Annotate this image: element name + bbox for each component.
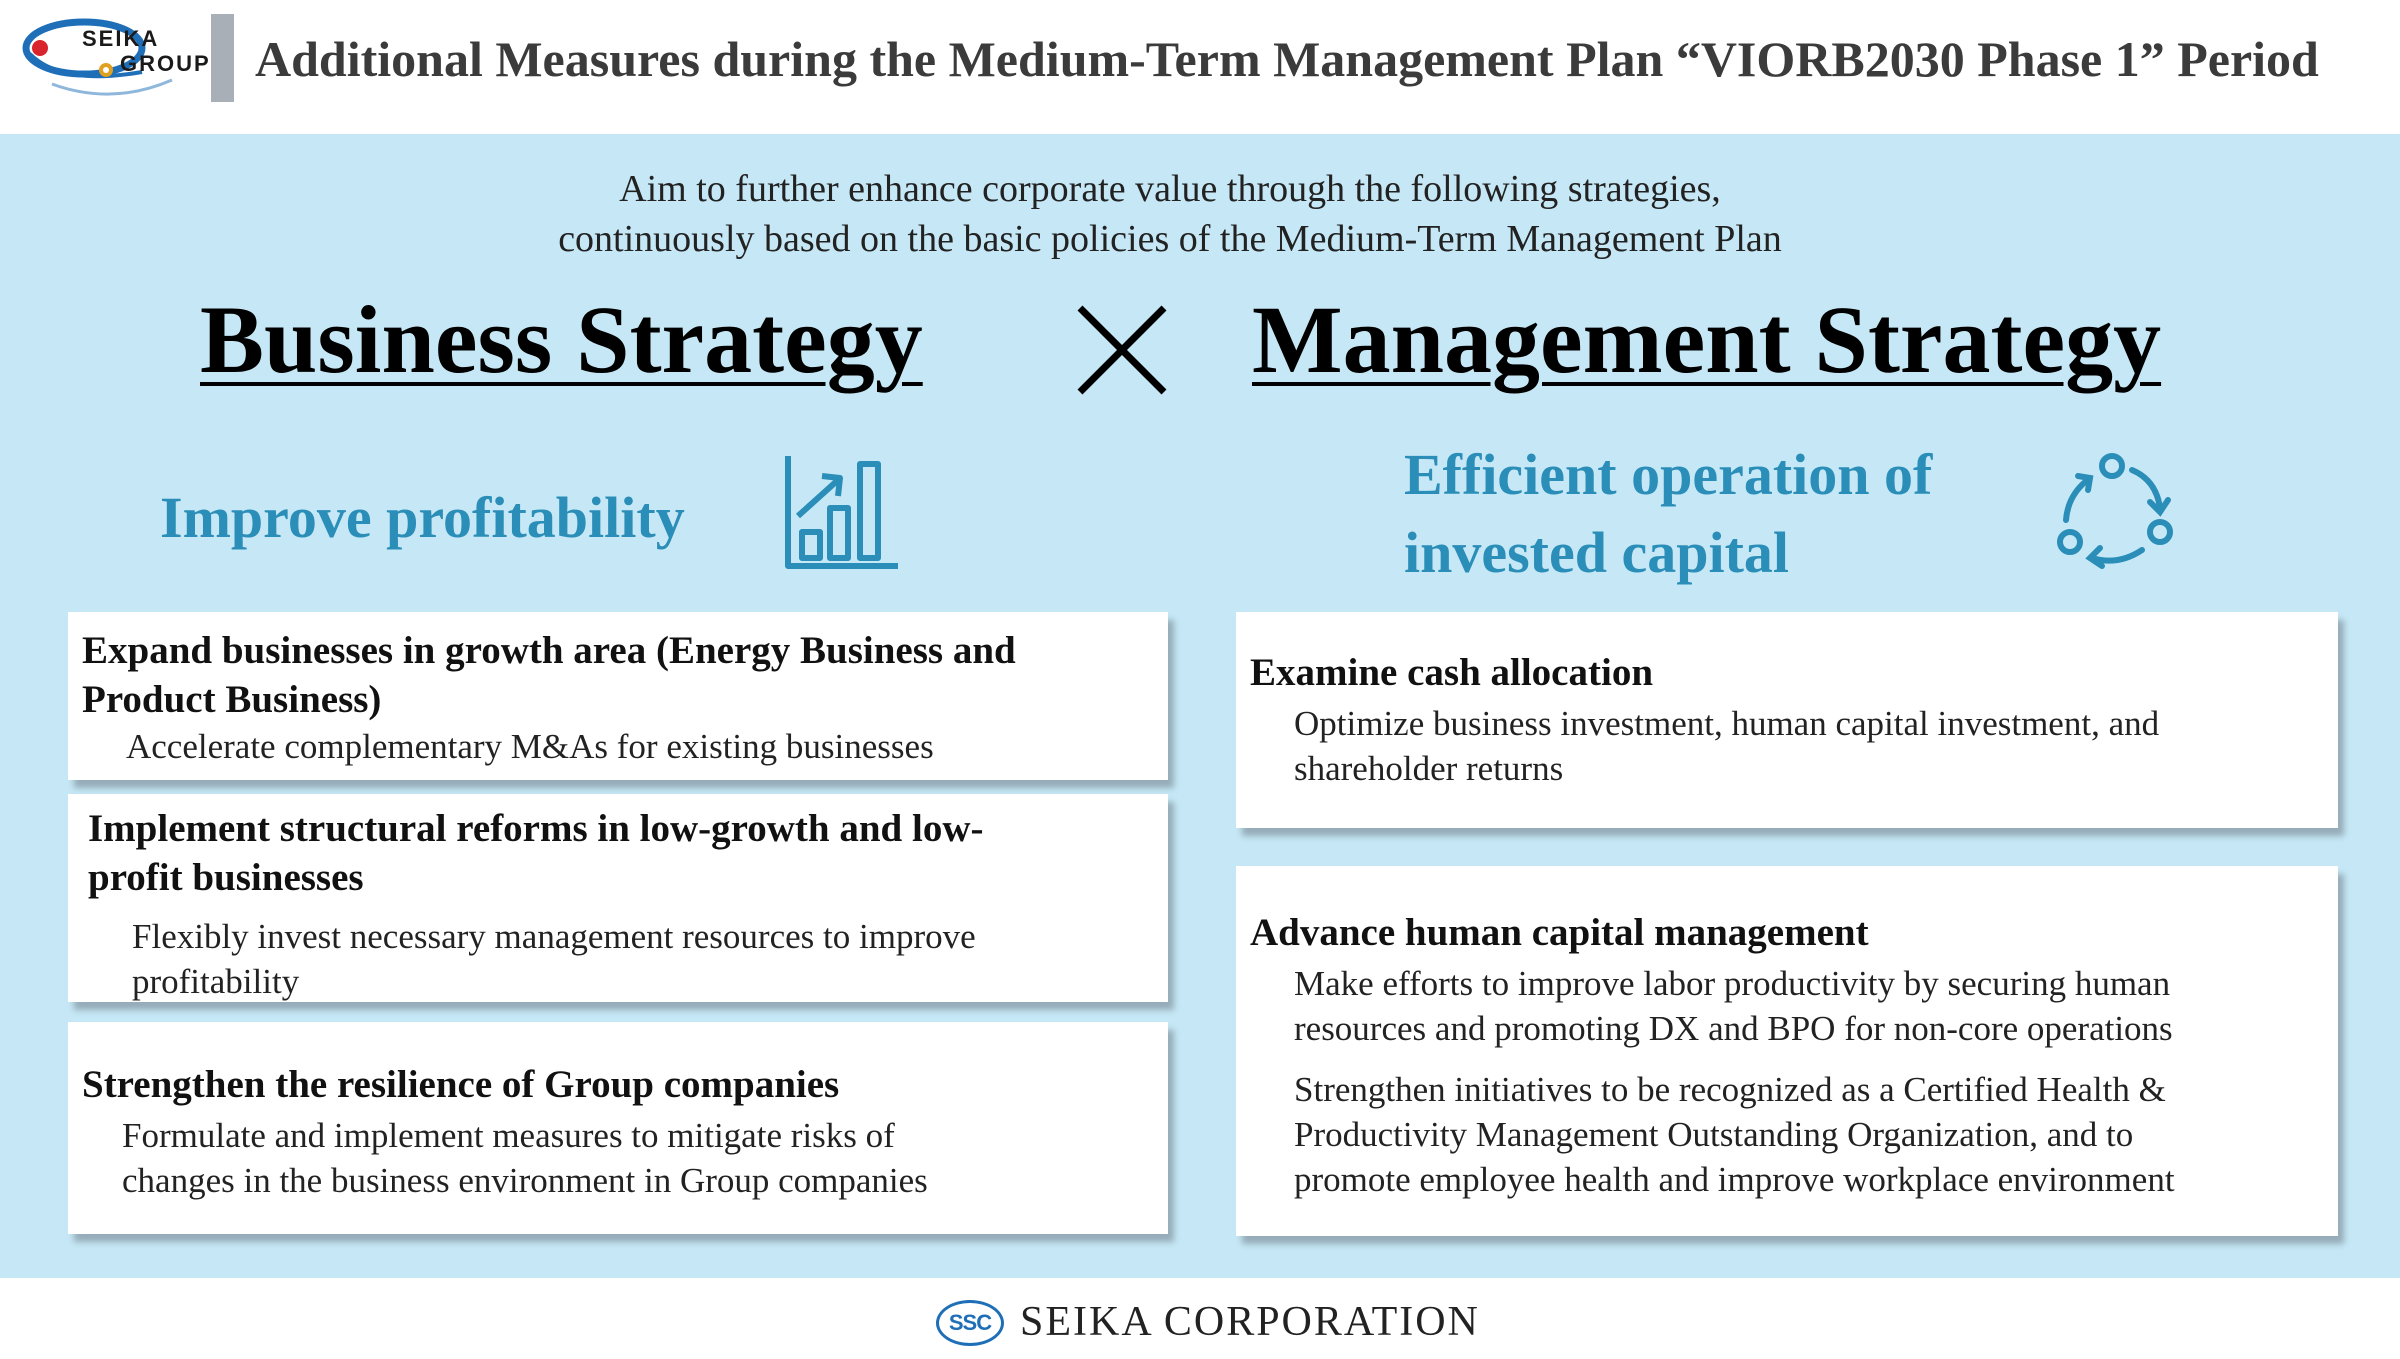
management-item-1-body: [1294, 701, 2324, 791]
management-subheading-line-1: Efficient operation of: [1404, 442, 1933, 507]
logo-group-text: GROUP: [120, 51, 211, 76]
business-item-2-body: [132, 914, 1154, 1004]
seika-group-logo: [22, 14, 211, 104]
business-item-3-body-line-1: Formulate and implement measures to mitigate risks of: [122, 1116, 895, 1155]
business-item-1-body: Accelerate complementary M&As for existing businesses: [126, 727, 934, 766]
logo-seika-text: SEIKA: [82, 26, 160, 51]
management-subheading: [1404, 436, 1932, 592]
management-item-2-body2-line-1: Strengthen initiatives to be recognized as a Certified Health &: [1294, 1070, 2166, 1109]
slide-header: [0, 0, 2400, 134]
management-item-2-title: Advance human capital management: [1250, 911, 1869, 954]
management-item-1-body-line-1: Optimize business investment, human capital investment, and: [1294, 704, 2160, 743]
management-item-2-body-line-2: resources and promoting DX and BPO for non-core operations: [1294, 1009, 2173, 1048]
cross-icon: [1072, 300, 1172, 400]
intro-line-2: continuously based on the basic policies of the Medium-Term Management Plan: [558, 218, 1782, 260]
management-item-2-body2-line-2: Productivity Management Outstanding Organization, and to: [1294, 1115, 2134, 1154]
management-item-1-body-line-2: shareholder returns: [1294, 749, 1564, 788]
page-title: Additional Measures during the Medium-Term Management Plan “VIORB2030 Phase 1” Period: [255, 31, 2319, 87]
business-item-1-title-line-2: Product Business): [82, 678, 382, 721]
business-item-2-title-line-1: Implement structural reforms in low-growth and low-: [88, 807, 984, 850]
intro-text: [0, 164, 2340, 264]
business-item-3-title: Strengthen the resilience of Group companies: [82, 1063, 840, 1106]
management-item-1-title: Examine cash allocation: [1250, 651, 1654, 694]
business-item-2-body-line-1: Flexibly invest necessary management resources to improve: [132, 917, 976, 956]
management-item-human-capital: [1236, 866, 2338, 1236]
cycle-arrows-icon: [2056, 452, 2176, 572]
management-strategy-heading: Management Strategy: [1252, 286, 2162, 393]
business-item-growth-area: [68, 612, 1168, 780]
intro-line-1: Aim to further enhance corporate value through the following strategies,: [619, 168, 1721, 210]
header-divider-bar: [211, 14, 234, 102]
management-item-2-body2-line-3: promote employee health and improve workplace environment: [1294, 1160, 2175, 1199]
business-item-3-body: [122, 1113, 1154, 1203]
business-strategy-heading: Business Strategy: [200, 286, 923, 393]
management-item-cash-allocation: [1236, 612, 2338, 828]
ssc-logo-badge: SSC: [936, 1300, 1004, 1346]
business-item-1-title: [82, 626, 1154, 724]
management-item-2-body-line-1: Make efforts to improve labor productivity by securing human: [1294, 964, 2171, 1003]
business-item-group-resilience: [68, 1022, 1168, 1234]
business-item-structural-reforms: [68, 794, 1168, 1002]
business-subheading: Improve profitability: [160, 485, 685, 550]
bar-chart-growth-icon: [784, 454, 900, 572]
management-subheading-line-2: invested capital: [1404, 520, 1790, 585]
management-item-2-body-2: [1294, 1067, 2324, 1202]
business-item-2-title-line-2: profit businesses: [88, 856, 364, 899]
business-item-2-body-line-2: profitability: [132, 962, 300, 1001]
company-name: SEIKA CORPORATION: [1020, 1299, 1480, 1345]
business-item-3-body-line-2: changes in the business environment in Group companies: [122, 1161, 928, 1200]
business-item-2-title: [88, 804, 1154, 902]
management-item-2-body: [1294, 961, 2324, 1051]
slide-footer: [0, 1278, 2400, 1359]
business-item-1-title-line-1: Expand businesses in growth area (Energy Business and: [82, 629, 1016, 672]
